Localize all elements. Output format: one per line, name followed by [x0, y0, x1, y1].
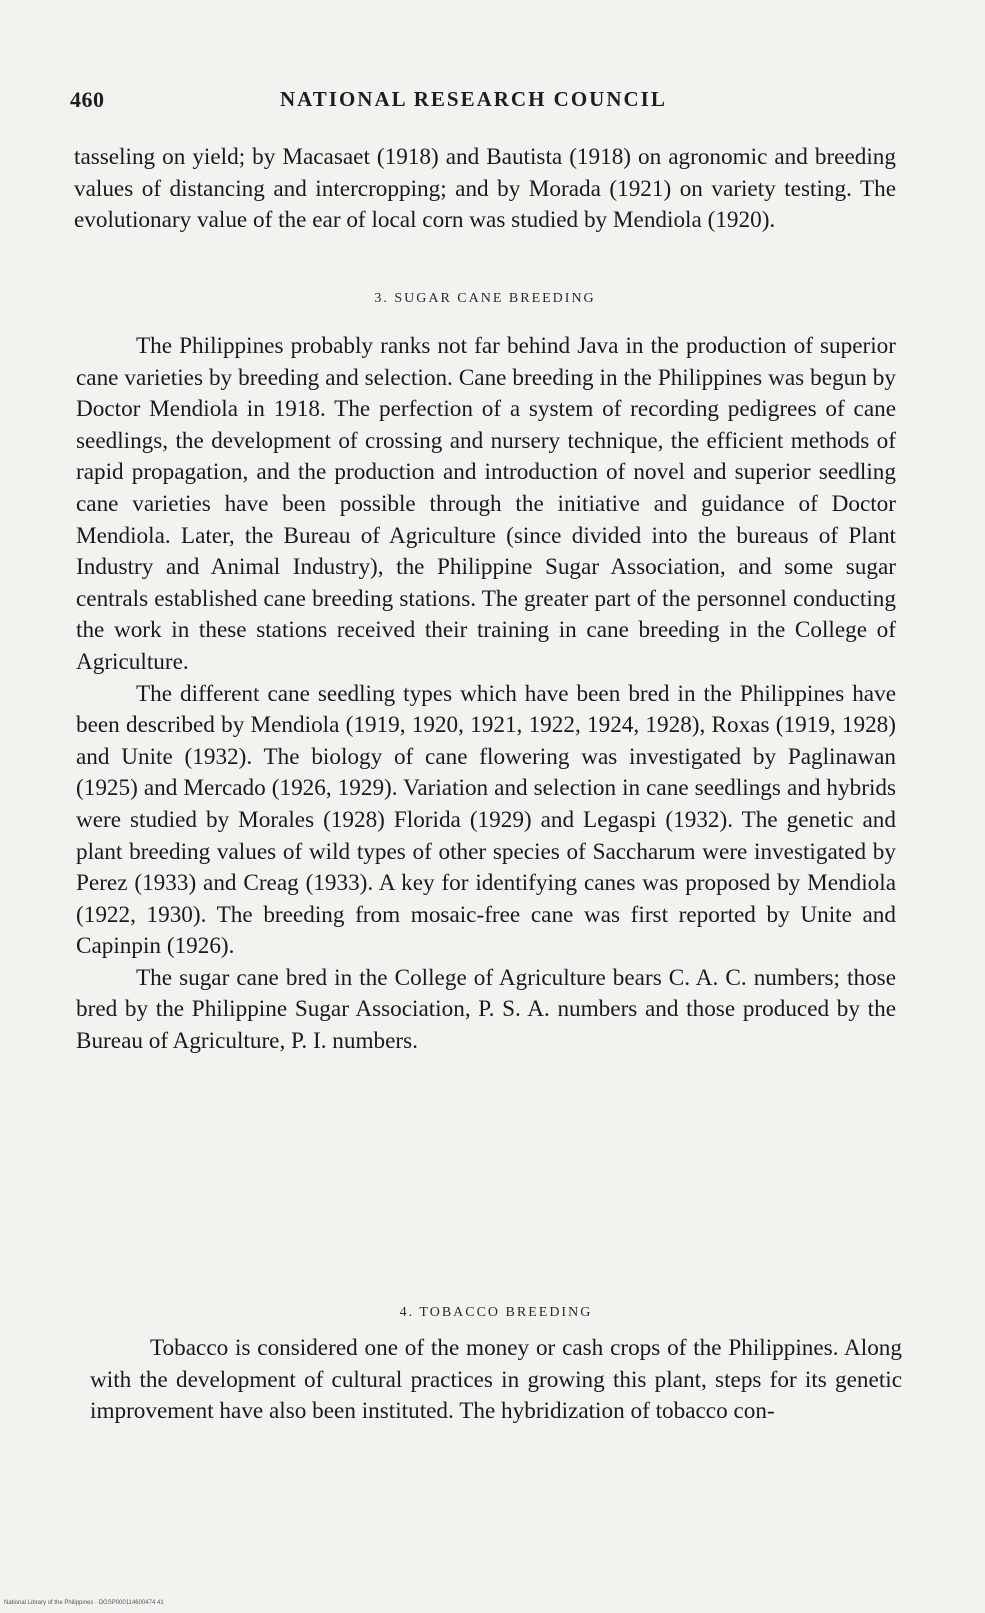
- paragraph: The Philippines probably ranks not far behind Java in the production of superior cane varieties by breeding and selection. Cane breeding in the Philippines was begun by Doctor Mendiola in 1918. The perfection of a system of recording pedigrees of cane seedlings, the development of crossing and nursery technique, the efficient methods of rapid propagation, and the production and introduction of novel and superior seedling cane varieties have been possible through the initiative and guidance of Doctor Mendiola. Later, the Bureau of Agriculture (since divided into the bureaus of Plant Industry and Animal Industry), the Philippine Sugar Association, and some sugar centrals established cane breeding stations. The greater part of the personnel conducting the work in these stations received their training in cane breeding in the College of Agriculture.: [76, 333, 896, 675]
- sugar-cane-section: [76, 331, 896, 1058]
- running-head: NATIONAL RESEARCH COUNCIL: [280, 87, 667, 111]
- section-heading-tobacco: 4. TOBACCO BREEDING: [399, 1305, 593, 1320]
- paragraph: The different cane seedling types which have been bred in the Philippines have been described by Mendiola (1919, 1920, 1921, 1922, 1924, 1928), Roxas (1919, 1928) and Unite (1932). The biology of cane flowering was investigated by Paglinawan (1925) and Mercado (1926, 1929). Variation and selection in cane seedlings and hybrids were studied by Morales (1928) Florida (1929) and Legaspi (1932). The genetic and plant breeding values of wild types of other species of Saccharum were investigated by Perez (1933) and Creag (1933). A key for identifying canes was proposed by Mendiola (1922, 1930). The breeding from mosaic-free cane was first reported by Unite and Capinpin (1926).: [76, 680, 896, 960]
- scan-credit: National Library of the Philippines · DGSP000114600474 41: [4, 1600, 164, 1606]
- section-heading-sugar-cane: 3. SUGAR CANE BREEDING: [374, 291, 596, 306]
- intro-paragraph-block: [74, 142, 896, 237]
- page-number: 460: [70, 87, 105, 112]
- paragraph: Tobacco is considered one of the money or cash crops of the Philippines. Along with the development of cultural practices in growing this plant, steps for its genetic improvement have also been instituted. The hybridization of tobacco con-: [90, 1335, 902, 1425]
- tobacco-section: [90, 1333, 902, 1428]
- intro-paragraph: tasseling on yield; by Macasaet (1918) and Bautista (1918) on agronomic and breeding values of distancing and intercropping; and by Morada (1921) on variety testing. The evolutionary value of the ear of local corn was studied by Mendiola (1920).: [74, 144, 896, 234]
- page-header: [70, 87, 920, 117]
- paragraph: The sugar cane bred in the College of Agriculture bears C. A. C. numbers; those bred by the Philippine Sugar Association, P. S. A. numbers and those produced by the Bureau of Agriculture, P. I. numbers.: [76, 964, 896, 1055]
